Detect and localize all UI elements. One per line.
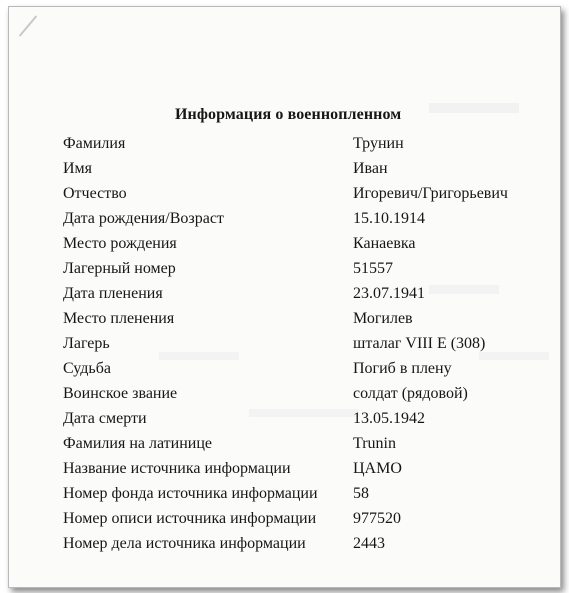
- field-value: 51557: [353, 260, 393, 277]
- field-label: Место рождения: [63, 235, 177, 252]
- field-value: ЦАМО: [353, 460, 402, 477]
- field-label: Номер описи источника информации: [63, 510, 317, 527]
- field-value: Погиб в плену: [353, 360, 452, 377]
- field-value: 977520: [353, 510, 401, 527]
- field-value: Игоревич/Григорьевич: [353, 185, 508, 202]
- field-value: Канаевка: [353, 235, 416, 252]
- field-label: Номер дела источника информации: [63, 535, 306, 552]
- field-label: Дата рождения/Возраст: [63, 210, 224, 227]
- field-value: 2443: [353, 535, 385, 552]
- bleed-through-mark: [159, 352, 239, 360]
- field-label: Дата смерти: [63, 410, 147, 427]
- bleed-through-mark: [429, 285, 499, 294]
- field-value: солдат (рядовой): [353, 385, 468, 402]
- field-label: Название источника информации: [63, 460, 291, 477]
- field-label: Лагерный номер: [63, 260, 176, 277]
- field-label: Фамилия: [63, 135, 126, 152]
- scanned-document-page: [8, 6, 561, 588]
- field-label: Место пленения: [63, 310, 175, 327]
- bleed-through-mark: [249, 409, 359, 417]
- field-value: 58: [353, 485, 369, 502]
- field-value: Трунин: [353, 135, 404, 152]
- field-label: Лагерь: [63, 335, 110, 352]
- field-value: шталаг VIII E (308): [353, 335, 486, 352]
- field-label: Дата пленения: [63, 285, 163, 302]
- bleed-through-mark: [479, 352, 549, 360]
- scan-corner-mark: [19, 15, 37, 36]
- field-value: Могилев: [353, 310, 413, 327]
- field-value: 23.07.1941: [353, 285, 425, 302]
- field-label: Фамилия на латинице: [63, 435, 213, 452]
- document-title: Информация о военнопленном: [175, 106, 402, 123]
- field-label: Номер фонда источника информации: [63, 485, 318, 502]
- field-label: Имя: [63, 160, 93, 177]
- bleed-through-mark: [429, 103, 519, 113]
- field-label: Воинское звание: [63, 385, 178, 402]
- field-value: 15.10.1914: [353, 210, 425, 227]
- field-value: 13.05.1942: [353, 410, 425, 427]
- field-label: Судьба: [63, 360, 111, 377]
- field-value: Иван: [353, 160, 388, 177]
- field-value: Trunin: [353, 435, 396, 452]
- field-label: Отчество: [63, 185, 127, 202]
